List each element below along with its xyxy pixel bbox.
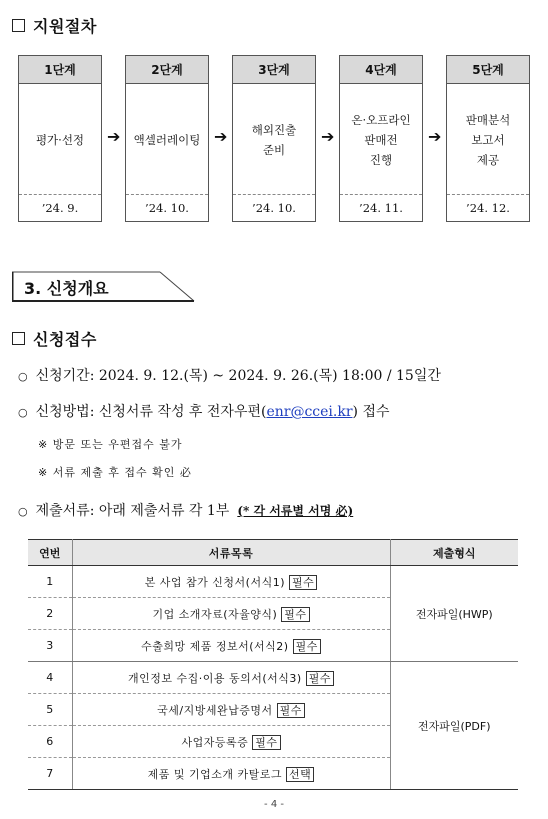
row-document (72, 758, 390, 790)
document-name: 국세/지방세완납증명서 (157, 703, 273, 717)
step-label: 1단계 (19, 56, 101, 84)
step-5 (446, 55, 530, 222)
document-name: 사업자등록증 (181, 735, 249, 749)
step-label: 4단계 (340, 56, 422, 84)
step-label: 3단계 (233, 56, 315, 84)
required-tag: 필수 (277, 703, 305, 718)
step-date: ’24. 11. (340, 194, 422, 221)
table-header-row (28, 540, 518, 566)
row-document (72, 694, 390, 726)
row-document (72, 566, 390, 598)
section-title-application (12, 271, 197, 303)
row-number: 5 (28, 694, 72, 726)
heading-text: 지원절차 (33, 17, 97, 36)
step-label: 2단계 (126, 56, 208, 84)
heading-text: 신청접수 (33, 330, 97, 349)
header-number: 연번 (28, 540, 72, 566)
method-text: 신청방법: 신청서류 작성 후 전자우편( (35, 404, 267, 420)
required-tag: 필수 (281, 607, 309, 622)
required-tag: 필수 (293, 639, 321, 654)
bullet-method (18, 401, 390, 421)
process-steps (18, 55, 530, 225)
arrow-right-icon: ➔ (321, 127, 335, 146)
header-format: 제출형식 (390, 540, 518, 566)
arrow-right-icon: ➔ (107, 127, 121, 146)
step-4 (339, 55, 423, 222)
section-title-text: 3. 신청개요 (24, 279, 109, 298)
row-document (72, 662, 390, 694)
step-description: 해외진출 준비 (251, 123, 297, 157)
checkbox-icon (12, 332, 25, 345)
step-description: 온·오프라인 판매전 진행 (351, 113, 411, 167)
page-number: - 4 - (264, 799, 284, 810)
note-no-visit: ※ 방문 또는 우편접수 불가 (38, 438, 183, 451)
circle-bullet-icon: ○ (18, 406, 28, 419)
checkbox-icon (12, 19, 25, 32)
header-documents: 서류목록 (72, 540, 390, 566)
circle-bullet-icon: ○ (18, 505, 28, 518)
document-name: 본 사업 참가 신청서(서식1) (144, 575, 286, 589)
step-2 (125, 55, 209, 222)
step-date: ’24. 9. (19, 194, 101, 221)
document-name: 개인정보 수집·이용 동의서(서식3) (128, 671, 302, 685)
arrow-right-icon: ➔ (428, 127, 442, 146)
table-row (28, 566, 518, 598)
row-number: 1 (28, 566, 72, 598)
row-document (72, 630, 390, 662)
row-document (72, 726, 390, 758)
step-1 (18, 55, 102, 222)
email-link[interactable]: enr@ccei.kr (266, 404, 353, 420)
document-name: 수출희망 제품 정보서(서식2) (141, 639, 289, 653)
row-number: 4 (28, 662, 72, 694)
period-text: 신청기간: 2024. 9. 12.(목) ~ 2024. 9. 26.(목) 18:00 / 15일간 (35, 368, 441, 384)
format-hwp: 전자파일(HWP) (390, 566, 518, 662)
step-date: ’24. 10. (126, 194, 208, 221)
documents-text: 제출서류: 아래 제출서류 각 1부 (35, 503, 230, 519)
row-number: 2 (28, 598, 72, 630)
section-heading-apply (12, 327, 97, 350)
row-document (72, 598, 390, 630)
row-number: 7 (28, 758, 72, 790)
documents-table (28, 539, 518, 790)
step-description: 판매분석 보고서 제공 (465, 113, 511, 167)
step-description: 평가·선정 (35, 133, 85, 147)
table-row (28, 662, 518, 694)
row-number: 6 (28, 726, 72, 758)
required-tag: 필수 (289, 575, 317, 590)
document-name: 기업 소개자료(자율양식) (152, 607, 278, 621)
document-name: 제품 및 기업소개 카탈로그 (147, 767, 283, 781)
optional-tag: 선택 (286, 767, 314, 782)
step-3 (232, 55, 316, 222)
bullet-documents (18, 500, 353, 520)
step-label: 5단계 (447, 56, 529, 84)
circle-bullet-icon: ○ (18, 370, 28, 383)
arrow-right-icon: ➔ (214, 127, 228, 146)
method-suffix-text: ) 접수 (352, 404, 390, 420)
required-tag: 필수 (306, 671, 334, 686)
signature-note: (* 각 서류별 서명 必) (237, 504, 354, 518)
step-date: ’24. 12. (447, 194, 529, 221)
row-number: 3 (28, 630, 72, 662)
section-heading-procedure (12, 14, 97, 37)
format-pdf: 전자파일(PDF) (390, 662, 518, 790)
required-tag: 필수 (252, 735, 280, 750)
step-description: 액셀러레이팅 (133, 133, 201, 147)
note-confirm: ※ 서류 제출 후 접수 확인 必 (38, 466, 192, 479)
bullet-period (18, 365, 441, 385)
step-date: ’24. 10. (233, 194, 315, 221)
